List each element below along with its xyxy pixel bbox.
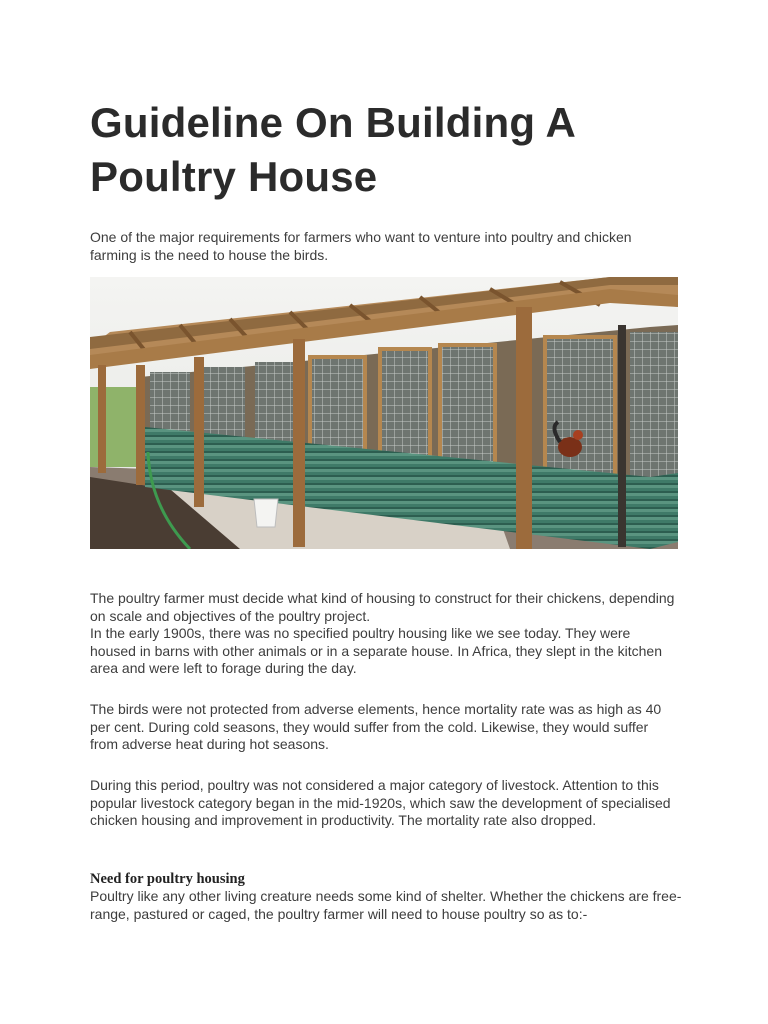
paragraph-housing-decision-text: The poultry farmer must decide what kind of housing to construct for their chickens, depending on scale and objectives of the poultry project. [90,590,675,624]
section-paragraph: Poultry like any other living creature needs some kind of shelter. Whether the chickens are free-range, pastured or caged, the poultry farmer will need to house poultry so as to:- [90,888,682,922]
paragraph-housing-decision [90,590,680,678]
poultry-house-photo [90,277,678,549]
paragraph-mortality: The birds were not protected from adverse elements, hence mortality rate was as high as 40 per cent. During cold seasons, they would suffer from the cold. Likewise, they would suffer from adverse heat during hot seasons. [90,701,662,752]
paragraph-early-1900s-text: In the early 1900s, there was no specified poultry housing like we see today. They were housed in barns with other animals or in a separate house. In Africa, they slept in the kitchen area and were left to forage during the day. [90,625,662,676]
intro-paragraph: One of the major requirements for farmers who want to venture into poultry and chicken farming is the need to house the birds. [90,229,632,263]
page-title: Guideline On Building A Poultry House [90,99,575,200]
paragraph-mid-1920s: During this period, poultry was not considered a major category of livestock. Attention to this popular livestock category began in the mid-1920s, which saw the development of specialised chicken housing and improvement in productivity. The mortality rate also dropped. [90,777,671,828]
section-heading: Need for poultry housing [90,871,245,887]
